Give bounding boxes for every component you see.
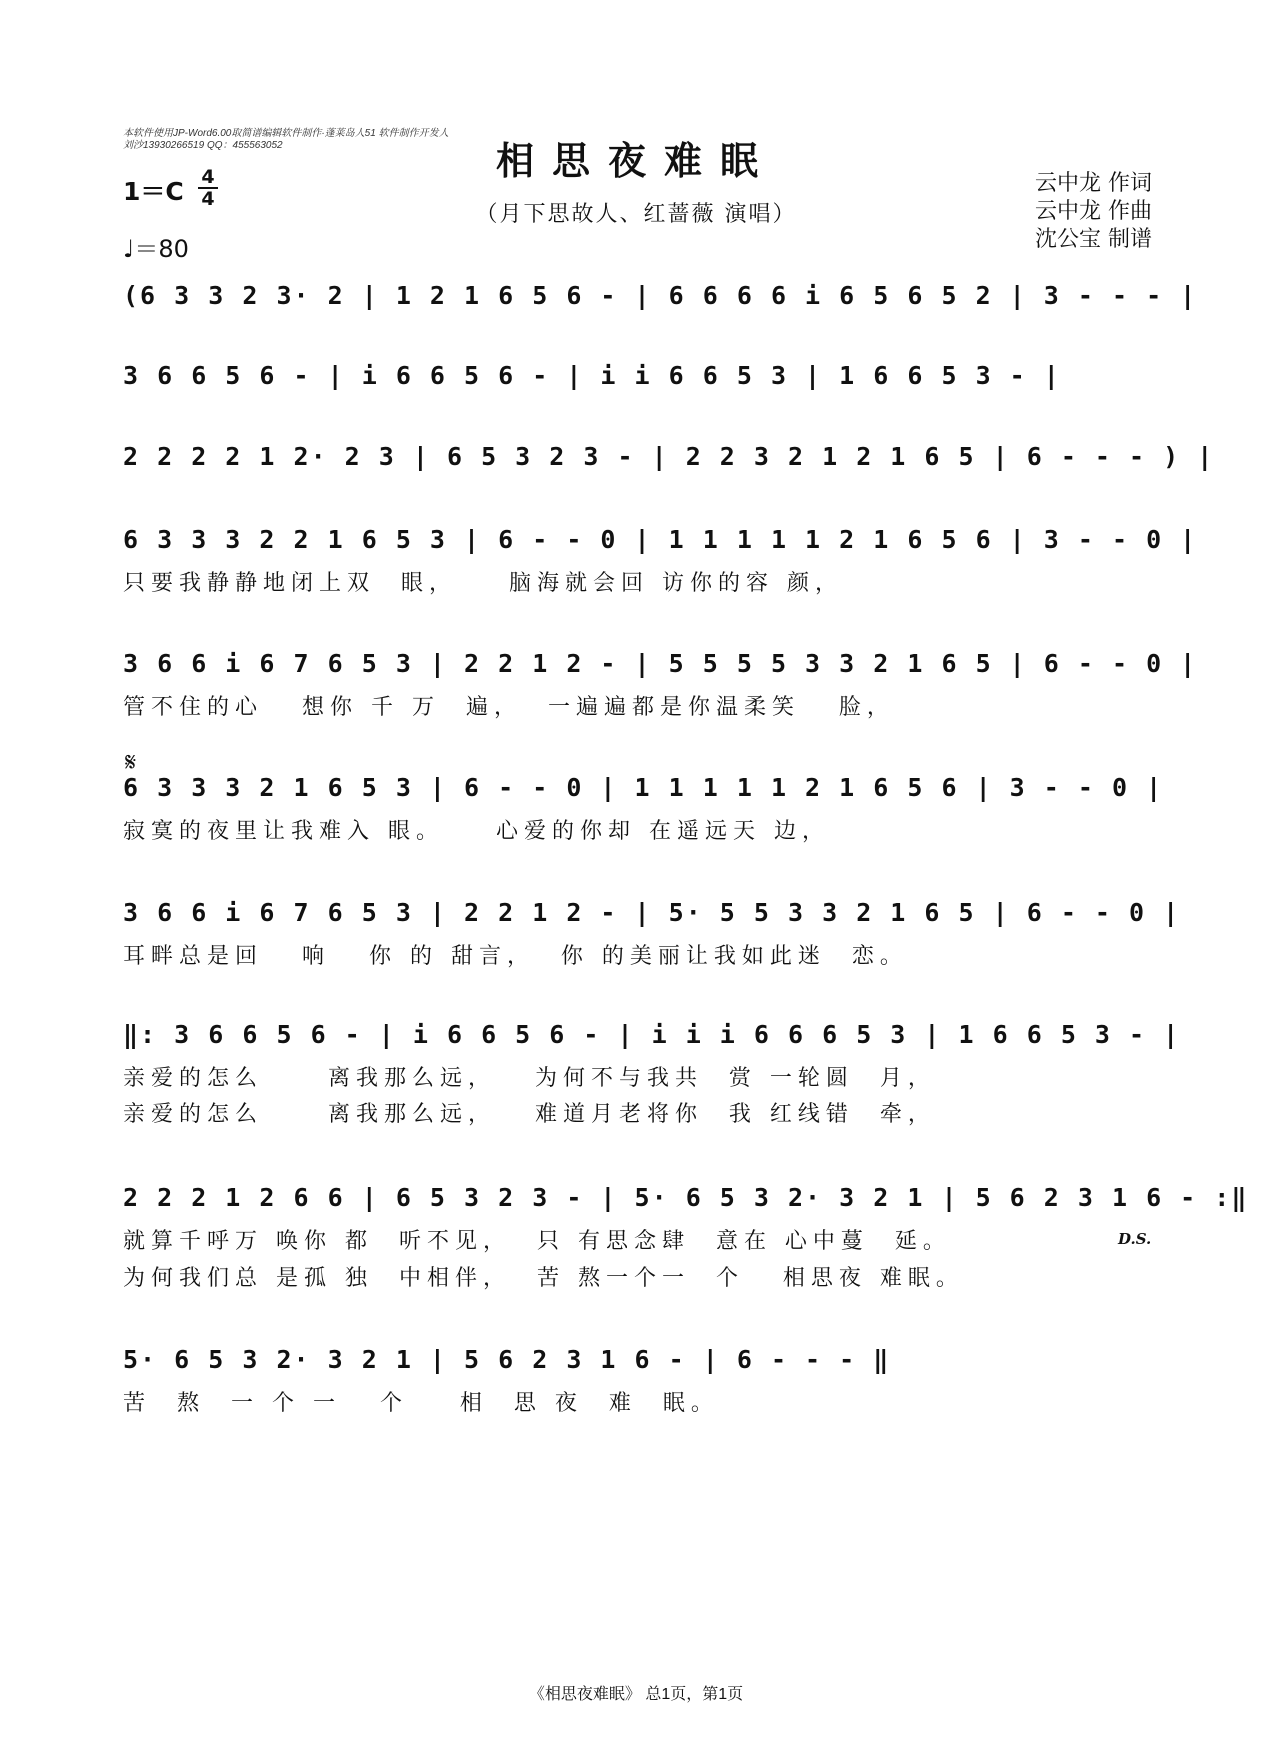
system-4-notes: 6 3 3 3 2 2 1 6 5 3 | 6 - - 0 | 1 1 1 1 1 2 1 6 5 6 | 3 - - 0 | <box>123 525 1198 554</box>
software-note: 本软件使用JP-Word6.00取简谱编辑软件制作·蓬莱岛人51 软件制作开发人 刘沙13930266519 QQ：455563052 <box>123 128 449 151</box>
key-signature: 1＝C <box>123 177 184 206</box>
song-title: 相思夜难眠 <box>495 138 776 183</box>
arranger-credit: 沈公宝 制谱 <box>1035 227 1152 252</box>
system-8-lyrics-verse-1: 亲爱的怎么 离我那么远， 为何不与我共 赏 一轮圆 月， <box>123 1066 936 1091</box>
system-5-lyrics: 管不住的心 想你 千 万 遍， 一遍遍都是你温柔笑 脸， <box>123 695 895 720</box>
system-5-notes: 3 6 6 i 6 7 6 5 3 | 2 2 1 2 - | 5 5 5 5 3 3 2 1 6 5 | 6 - - 0 | <box>123 649 1198 678</box>
system-8-lyrics-verse-2: 亲爱的怎么 离我那么远， 难道月老将你 我 红线错 牵， <box>123 1102 936 1127</box>
composer-credit: 云中龙 作曲 <box>1035 199 1152 224</box>
credits <box>1035 170 1152 254</box>
system-10-notes: 5· 6 5 3 2· 3 2 1 | 5 6 2 3 1 6 - | 6 - - - ‖ <box>123 1345 891 1374</box>
tempo-marking <box>123 229 189 264</box>
system-4-lyrics: 只要我静静地闭上双 眼， 脑海就会回 访你的容 颜， <box>123 571 843 596</box>
lyricist-credit: 云中龙 作词 <box>1035 171 1152 196</box>
time-signature-bottom: 4 <box>201 188 215 210</box>
system-9-notes: 2 2 2 1 2 6 6 | 6 5 3 2 3 - | 5· 6 5 3 2· 3 2 1 | 5 6 2 3 1 6 - :‖ <box>123 1183 1249 1212</box>
system-3-notes: 2 2 2 2 1 2· 2 3 | 6 5 3 2 3 - | 2 2 3 2 1 2 1 6 5 | 6 - - - ) | <box>123 442 1215 471</box>
system-9-lyrics-verse-1: 就算千呼万 唤你 都 听不见， 只 有思念肆 意在 心中蔓 延。 <box>123 1229 951 1254</box>
system-7-notes: 3 6 6 i 6 7 6 5 3 | 2 2 1 2 - | 5· 5 5 3 3 2 1 6 5 | 6 - - 0 | <box>123 898 1181 927</box>
system-6-notes: 6 3 3 3 2 1 6 5 3 | 6 - - 0 | 1 1 1 1 1 2 1 6 5 6 | 3 - - 0 | <box>123 773 1164 802</box>
quarter-note-icon: ♩ <box>123 235 135 263</box>
time-signature <box>198 168 218 208</box>
ds-marking: D.S. <box>1118 1230 1152 1248</box>
system-9-lyrics-verse-2: 为何我们总 是孤 独 中相伴， 苦 熬一个一 个 相思夜 难眠。 <box>123 1266 964 1291</box>
song-subtitle: （月下思故人、红蔷薇 演唱） <box>475 202 797 227</box>
system-6-lyrics: 寂寞的夜里让我难入 眼。 心爱的你却 在遥远天 边， <box>123 819 830 844</box>
system-7-lyrics: 耳畔总是回 响 你 的 甜言， 你 的美丽让我如此迷 恋。 <box>123 944 908 969</box>
tempo-value: ＝80 <box>134 235 189 263</box>
segno-icon: 𝄋 <box>125 748 137 778</box>
system-2-notes: 3 6 6 5 6 - | i 6 6 5 6 - | i i 6 6 5 3 | 1 6 6 5 3 - | <box>123 361 1061 390</box>
system-1-notes: (6 3 3 2 3· 2 | 1 2 1 6 5 6 - | 6 6 6 6 i 6 5 6 5 2 | 3 - - - | <box>123 281 1198 310</box>
page-footer: 《相思夜难眠》 总1页，第1页 <box>528 1686 744 1703</box>
system-10-lyrics: 苦 熬 一 个 一 个 相 思 夜 难 眠。 <box>123 1391 719 1416</box>
time-signature-top: 4 <box>201 166 215 188</box>
system-8-notes: ‖: 3 6 6 5 6 - | i 6 6 5 6 - | i i i 6 6 6 5 3 | 1 6 6 5 3 - | <box>123 1020 1181 1049</box>
